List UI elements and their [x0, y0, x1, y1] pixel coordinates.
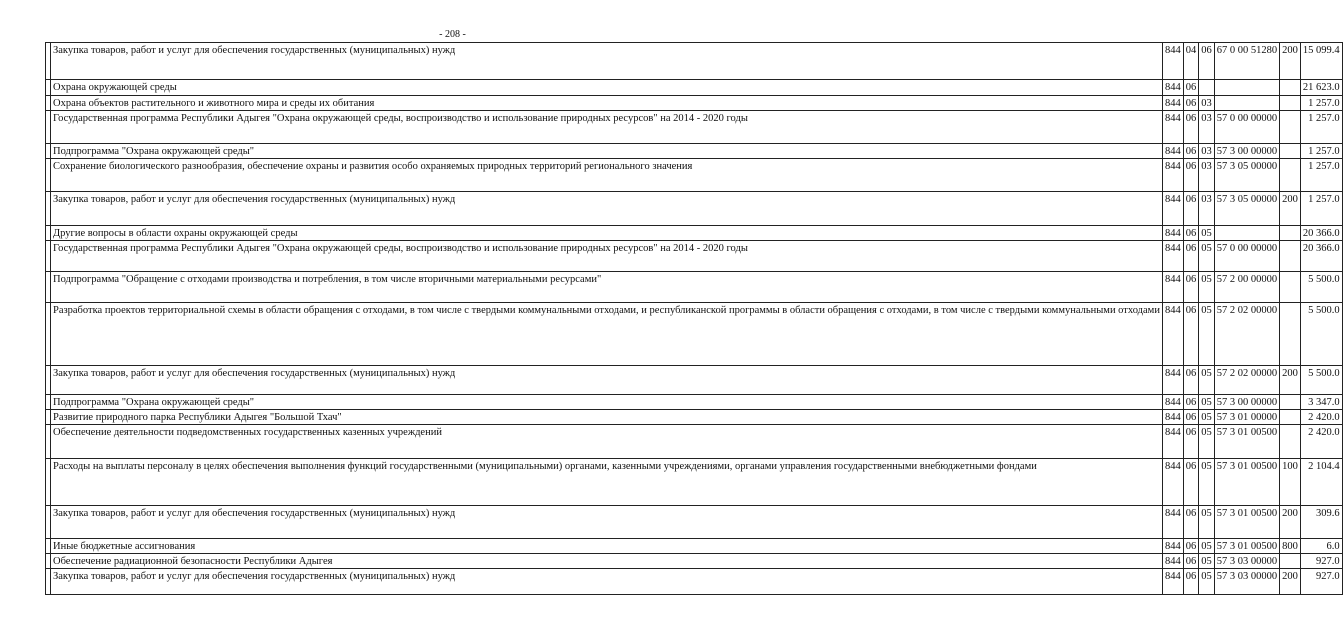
row-subsection-code: 05: [1199, 459, 1215, 506]
table-row: [46, 425, 1343, 459]
row-subsection-code: 05: [1199, 366, 1215, 395]
budget-table: [45, 42, 1343, 595]
row-amount: 1 257.0: [1300, 144, 1342, 159]
row-subsection-code: 06: [1199, 43, 1215, 80]
row-name: Обеспечение радиационной безопасности Республики Адыгея: [51, 554, 1163, 569]
row-name: Другие вопросы в области охраны окружающей среды: [51, 226, 1163, 241]
row-ministry-code: 844: [1162, 80, 1183, 96]
row-expense-type: 200: [1280, 569, 1301, 595]
row-target-code: 57 0 00 00000: [1214, 111, 1279, 144]
row-subsection-code: 05: [1199, 395, 1215, 410]
table-row: [46, 226, 1343, 241]
row-expense-type: [1280, 425, 1301, 459]
row-ministry-code: 844: [1162, 303, 1183, 366]
row-name: Развитие природного парка Республики Адыгея "Большой Тхач": [51, 410, 1163, 425]
row-target-code: 57 2 02 00000: [1214, 303, 1279, 366]
row-ministry-code: 844: [1162, 395, 1183, 410]
row-target-code: 57 3 05 00000: [1214, 159, 1279, 192]
row-subsection-code: 05: [1199, 272, 1215, 303]
table-row: [46, 80, 1343, 96]
row-amount: 1 257.0: [1300, 96, 1342, 111]
row-subsection-code: 05: [1199, 554, 1215, 569]
table-row: [46, 539, 1343, 554]
row-section-code: 06: [1183, 159, 1199, 192]
row-section-code: 06: [1183, 226, 1199, 241]
row-subsection-code: 05: [1199, 226, 1215, 241]
row-expense-type: 100: [1280, 459, 1301, 506]
table-row: [46, 272, 1343, 303]
table-row: [46, 395, 1343, 410]
row-name: Закупка товаров, работ и услуг для обеспечения государственных (муниципальных) нужд: [51, 569, 1163, 595]
table-row: [46, 192, 1343, 226]
row-subsection-code: [1199, 80, 1215, 96]
row-target-code: [1214, 80, 1279, 96]
row-expense-type: [1280, 395, 1301, 410]
row-section-code: 06: [1183, 366, 1199, 395]
row-expense-type: [1280, 96, 1301, 111]
row-section-code: 06: [1183, 303, 1199, 366]
row-target-code: 57 3 01 00500: [1214, 539, 1279, 554]
row-ministry-code: 844: [1162, 425, 1183, 459]
table-row: [46, 241, 1343, 272]
row-section-code: 06: [1183, 241, 1199, 272]
table-row: [46, 96, 1343, 111]
row-ministry-code: 844: [1162, 159, 1183, 192]
row-amount: 2 104.4: [1300, 459, 1342, 506]
row-target-code: 57 0 00 00000: [1214, 241, 1279, 272]
row-ministry-code: 844: [1162, 506, 1183, 539]
row-section-code: 06: [1183, 192, 1199, 226]
row-amount: 309.6: [1300, 506, 1342, 539]
row-target-code: 57 3 05 00000: [1214, 192, 1279, 226]
row-expense-type: [1280, 410, 1301, 425]
row-amount: 927.0: [1300, 554, 1342, 569]
row-amount: 5 500.0: [1300, 272, 1342, 303]
row-target-code: 67 0 00 51280: [1214, 43, 1279, 80]
row-amount: 5 500.0: [1300, 366, 1342, 395]
row-name: Подпрограмма "Охрана окружающей среды": [51, 144, 1163, 159]
row-section-code: 06: [1183, 410, 1199, 425]
row-name: Сохранение биологического разнообразия, обеспечение охраны и развития особо охраняемых природных территорий регионального значения: [51, 159, 1163, 192]
row-subsection-code: 03: [1199, 144, 1215, 159]
row-ministry-code: 844: [1162, 539, 1183, 554]
row-target-code: 57 2 00 00000: [1214, 272, 1279, 303]
row-subsection-code: 05: [1199, 425, 1215, 459]
row-target-code: [1214, 226, 1279, 241]
table-row: [46, 303, 1343, 366]
row-ministry-code: 844: [1162, 569, 1183, 595]
row-ministry-code: 844: [1162, 111, 1183, 144]
row-target-code: 57 3 01 00500: [1214, 425, 1279, 459]
row-section-code: 06: [1183, 96, 1199, 111]
row-subsection-code: 03: [1199, 111, 1215, 144]
row-name: Закупка товаров, работ и услуг для обеспечения государственных (муниципальных) нужд: [51, 192, 1163, 226]
row-target-code: 57 3 01 00500: [1214, 459, 1279, 506]
row-amount: 5 500.0: [1300, 303, 1342, 366]
row-amount: 2 420.0: [1300, 410, 1342, 425]
row-expense-type: [1280, 80, 1301, 96]
row-amount: 1 257.0: [1300, 159, 1342, 192]
row-section-code: 06: [1183, 272, 1199, 303]
row-ministry-code: 844: [1162, 226, 1183, 241]
row-subsection-code: 05: [1199, 241, 1215, 272]
row-subsection-code: 03: [1199, 159, 1215, 192]
row-amount: 15 099.4: [1300, 43, 1342, 80]
row-expense-type: 200: [1280, 192, 1301, 226]
page-number: - 208 -: [439, 29, 466, 40]
row-name: Обеспечение деятельности подведомственных государственных казенных учреждений: [51, 425, 1163, 459]
row-expense-type: [1280, 111, 1301, 144]
row-amount: 20 366.0: [1300, 226, 1342, 241]
row-amount: 2 420.0: [1300, 425, 1342, 459]
table-row: [46, 366, 1343, 395]
row-target-code: [1214, 96, 1279, 111]
row-name: Подпрограмма "Охрана окружающей среды": [51, 395, 1163, 410]
row-target-code: 57 3 03 00000: [1214, 569, 1279, 595]
row-ministry-code: 844: [1162, 272, 1183, 303]
row-name: Охрана объектов растительного и животного мира и среды их обитания: [51, 96, 1163, 111]
table-body: [46, 43, 1343, 595]
row-name: Подпрограмма "Обращение с отходами производства и потребления, в том числе вторичными материальными ресурсами": [51, 272, 1163, 303]
row-section-code: 06: [1183, 554, 1199, 569]
table-row: [46, 569, 1343, 595]
row-subsection-code: 05: [1199, 539, 1215, 554]
row-amount: 20 366.0: [1300, 241, 1342, 272]
row-amount: 3 347.0: [1300, 395, 1342, 410]
table-row: [46, 111, 1343, 144]
row-amount: 6.0: [1300, 539, 1342, 554]
row-amount: 927.0: [1300, 569, 1342, 595]
row-section-code: 06: [1183, 506, 1199, 539]
row-ministry-code: 844: [1162, 43, 1183, 80]
row-expense-type: [1280, 272, 1301, 303]
row-name: Иные бюджетные ассигнования: [51, 539, 1163, 554]
row-target-code: 57 3 01 00000: [1214, 410, 1279, 425]
row-expense-type: [1280, 303, 1301, 366]
row-expense-type: 200: [1280, 366, 1301, 395]
row-ministry-code: 844: [1162, 144, 1183, 159]
row-expense-type: [1280, 226, 1301, 241]
row-subsection-code: 03: [1199, 96, 1215, 111]
row-section-code: 06: [1183, 539, 1199, 554]
row-target-code: 57 3 00 00000: [1214, 395, 1279, 410]
row-amount: 21 623.0: [1300, 80, 1342, 96]
row-name: Закупка товаров, работ и услуг для обеспечения государственных (муниципальных) нужд: [51, 506, 1163, 539]
row-subsection-code: 05: [1199, 303, 1215, 366]
row-target-code: 57 3 00 00000: [1214, 144, 1279, 159]
row-expense-type: [1280, 159, 1301, 192]
row-target-code: 57 2 02 00000: [1214, 366, 1279, 395]
row-name: Государственная программа Республики Адыгея "Охрана окружающей среды, воспроизводство и использование природных ресурсов" на 2014 - 2020 годы: [51, 241, 1163, 272]
row-ministry-code: 844: [1162, 192, 1183, 226]
row-name: Охрана окружающей среды: [51, 80, 1163, 96]
row-ministry-code: 844: [1162, 459, 1183, 506]
table-row: [46, 159, 1343, 192]
row-ministry-code: 844: [1162, 410, 1183, 425]
row-name: Разработка проектов территориальной схемы в области обращения с отходами, в том числе с твердыми коммунальными отходами, и республиканской программы в области обращения с отходами, в том числе с твердыми коммунальными отходами: [51, 303, 1163, 366]
row-amount: 1 257.0: [1300, 111, 1342, 144]
table-row: [46, 144, 1343, 159]
row-subsection-code: 03: [1199, 192, 1215, 226]
row-name: Закупка товаров, работ и услуг для обеспечения государственных (муниципальных) нужд: [51, 43, 1163, 80]
table-row: [46, 506, 1343, 539]
row-section-code: 06: [1183, 395, 1199, 410]
row-target-code: 57 3 01 00500: [1214, 506, 1279, 539]
row-ministry-code: 844: [1162, 96, 1183, 111]
row-section-code: 06: [1183, 111, 1199, 144]
table-row: [46, 43, 1343, 80]
row-subsection-code: 05: [1199, 569, 1215, 595]
row-expense-type: [1280, 241, 1301, 272]
row-name: Расходы на выплаты персоналу в целях обеспечения выполнения функций государственными (муниципальными) органами, казенными учреждениями, органами управления государственными внебюджетными фондами: [51, 459, 1163, 506]
row-subsection-code: 05: [1199, 410, 1215, 425]
table-row: [46, 459, 1343, 506]
row-amount: 1 257.0: [1300, 192, 1342, 226]
row-section-code: 04: [1183, 43, 1199, 80]
row-section-code: 06: [1183, 459, 1199, 506]
row-expense-type: [1280, 144, 1301, 159]
row-expense-type: 200: [1280, 43, 1301, 80]
row-target-code: 57 3 03 00000: [1214, 554, 1279, 569]
row-section-code: 06: [1183, 80, 1199, 96]
row-expense-type: [1280, 554, 1301, 569]
table-row: [46, 554, 1343, 569]
row-section-code: 06: [1183, 425, 1199, 459]
row-section-code: 06: [1183, 144, 1199, 159]
table-row: [46, 410, 1343, 425]
row-expense-type: 800: [1280, 539, 1301, 554]
row-ministry-code: 844: [1162, 366, 1183, 395]
row-name: Закупка товаров, работ и услуг для обеспечения государственных (муниципальных) нужд: [51, 366, 1163, 395]
row-expense-type: 200: [1280, 506, 1301, 539]
row-name: Государственная программа Республики Адыгея "Охрана окружающей среды, воспроизводство и использование природных ресурсов" на 2014 - 2020 годы: [51, 111, 1163, 144]
row-ministry-code: 844: [1162, 554, 1183, 569]
row-ministry-code: 844: [1162, 241, 1183, 272]
row-subsection-code: 05: [1199, 506, 1215, 539]
row-section-code: 06: [1183, 569, 1199, 595]
